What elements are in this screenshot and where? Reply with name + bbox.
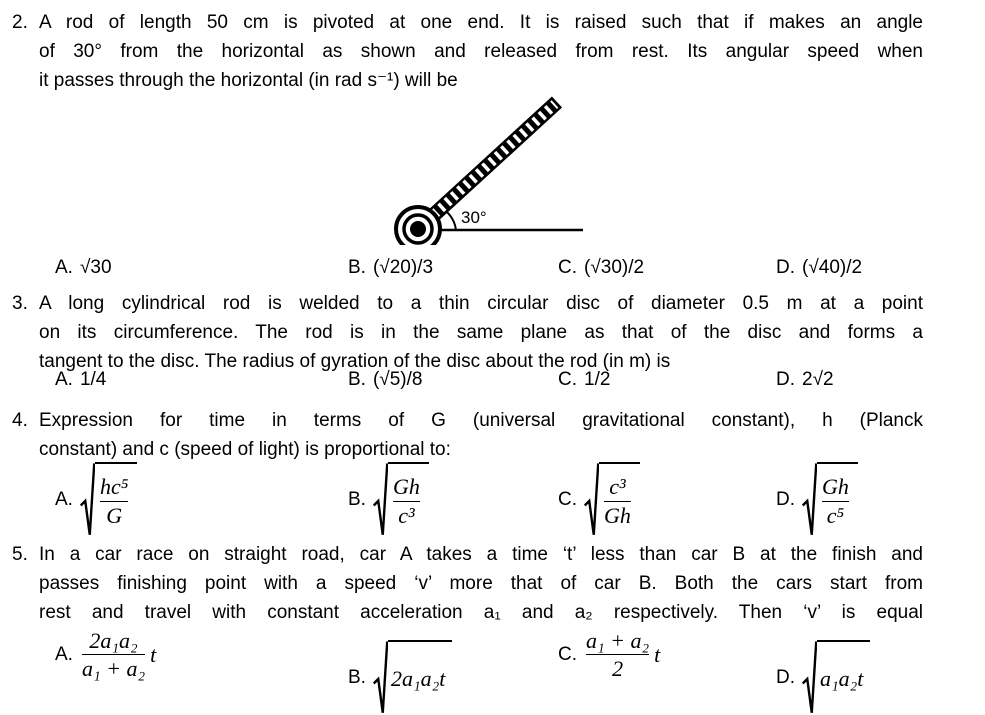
q2-option-d xyxy=(776,257,862,279)
radicand-text: a₁a₂t xyxy=(820,666,864,692)
fraction-numerator: Gh xyxy=(822,474,849,500)
sqrt-expression xyxy=(80,462,137,537)
sqrt-expression xyxy=(584,462,640,537)
option-text: (√40)/2 xyxy=(802,257,863,278)
option-letter: C. xyxy=(558,369,577,390)
q2-option-c xyxy=(558,257,644,279)
fraction-denominator: c⁵ xyxy=(826,502,845,528)
q4-option-c xyxy=(558,462,640,537)
fraction-bar xyxy=(393,501,420,502)
option-letter: B. xyxy=(348,257,366,278)
fraction-bar xyxy=(100,501,128,502)
option-text: 1/4 xyxy=(79,369,107,390)
option-text: (√30)/2 xyxy=(584,257,645,278)
option-letter: A. xyxy=(55,643,73,665)
sqrt-expression xyxy=(373,640,452,715)
q3-option-b xyxy=(348,369,422,391)
question-line: A long cylindrical rod is welded to a thin circular disc of diameter 0.5 m at a point xyxy=(39,293,923,314)
fraction-denominator: 2 xyxy=(612,656,624,682)
question-number: 3. xyxy=(12,293,28,314)
fraction-numerator: Gh xyxy=(392,474,420,500)
option-letter: D. xyxy=(776,666,795,688)
question-3 xyxy=(12,289,923,376)
sqrt-expression xyxy=(802,462,858,537)
question-line: In a car race on straight road, car A takes a time ‘t’ less than car B at the finish and xyxy=(39,544,923,565)
q4-option-a xyxy=(55,462,137,537)
q5-option-c xyxy=(558,628,660,682)
radicand-text: 2a₁a₂t xyxy=(390,666,446,692)
radical-sign-icon xyxy=(802,640,817,715)
q5-option-d xyxy=(776,640,870,715)
radical-sign-icon xyxy=(373,640,388,715)
option-text: √30 xyxy=(79,257,112,278)
option-text: 1/2 xyxy=(584,369,611,390)
option-letter: D. xyxy=(776,488,795,510)
question-number: 2. xyxy=(12,12,28,33)
fraction xyxy=(584,628,651,682)
radical-sign-icon xyxy=(802,462,817,537)
question-line: constant) and c (speed of light) is proportional to: xyxy=(39,439,451,460)
fraction-bar xyxy=(822,501,849,502)
question-number: 5. xyxy=(12,544,28,565)
time-variable: t xyxy=(654,642,661,668)
option-letter: B. xyxy=(348,488,366,510)
question-text xyxy=(39,406,923,464)
fraction xyxy=(80,628,147,682)
time-variable: t xyxy=(150,642,157,668)
question-2 xyxy=(12,8,923,95)
radical-sign-icon xyxy=(373,462,388,537)
fraction xyxy=(98,474,130,528)
fraction-numerator: c³ xyxy=(609,474,626,500)
question-line: it passes through the horizontal (in rad s⁻¹) will be xyxy=(39,70,458,91)
question-line: tangent to the disc. The radius of gyration of the disc about the rod (in m) is xyxy=(39,351,671,372)
question-line: passes finishing point with a speed ‘v’ more that of car B. Both the cars start from xyxy=(39,573,923,594)
fraction-bar xyxy=(604,501,631,502)
fraction-bar xyxy=(82,654,145,655)
option-text: (√5)/8 xyxy=(372,369,423,390)
option-letter: D. xyxy=(776,257,795,278)
option-letter: A. xyxy=(55,488,73,510)
angle-label: 30° xyxy=(461,208,487,227)
option-letter: A. xyxy=(55,369,73,390)
fraction-numerator: a₁ + a₂ xyxy=(586,628,650,653)
option-letter: C. xyxy=(558,488,577,510)
fraction xyxy=(820,474,851,528)
question-number: 4. xyxy=(12,410,28,431)
option-letter: A. xyxy=(55,257,73,278)
sqrt-expression xyxy=(373,462,429,537)
question-text xyxy=(39,8,923,95)
question-5 xyxy=(12,540,923,627)
fraction xyxy=(391,474,422,528)
question-line: of 30° from the horizontal as shown and released from rest. Its angular speed when xyxy=(39,41,923,62)
question-line: A rod of length 50 cm is pivoted at one end. It is raised such that if makes an angle xyxy=(39,12,923,33)
q2-option-b xyxy=(348,257,433,279)
fraction-numerator: hc⁵ xyxy=(99,474,129,500)
rod-hatching xyxy=(428,104,555,220)
question-text xyxy=(39,540,923,627)
option-letter: C. xyxy=(558,643,577,665)
fraction-numerator: 2a₁a₂ xyxy=(89,628,138,653)
question-line: Expression for time in terms of G (universal gravitational constant), h (Planck xyxy=(39,410,923,431)
sqrt-expression xyxy=(802,640,870,715)
option-letter: D. xyxy=(776,369,795,390)
option-letter: B. xyxy=(348,369,366,390)
q5-option-a xyxy=(55,628,156,682)
q5-option-b xyxy=(348,640,452,715)
radical-sign-icon xyxy=(80,462,95,537)
option-text: 2√2 xyxy=(802,369,834,390)
q2-option-a xyxy=(55,257,112,279)
fraction-denominator: a₁ + a₂ xyxy=(81,656,146,682)
rod-pivot-diagram xyxy=(385,93,590,245)
q3-option-a xyxy=(55,369,106,391)
q3-option-d xyxy=(776,369,834,391)
pivot-center-dot xyxy=(410,221,426,237)
q3-option-c xyxy=(558,369,610,391)
fraction-bar xyxy=(586,654,649,655)
option-letter: B. xyxy=(348,666,366,688)
question-text xyxy=(39,289,923,376)
fraction-denominator: c³ xyxy=(398,502,415,528)
question-4 xyxy=(12,406,923,464)
option-text: (√20)/3 xyxy=(372,257,434,278)
fraction-denominator: G xyxy=(106,502,123,528)
fraction-denominator: Gh xyxy=(604,502,631,528)
fraction xyxy=(602,474,633,528)
question-line: on its circumference. The rod is in the same plane as that of the disc and forms a xyxy=(39,322,923,343)
question-line: rest and travel with constant acceleration a₁ and a₂ respectively. Then ‘v’ is equal xyxy=(39,602,923,623)
option-letter: C. xyxy=(558,257,577,278)
radical-sign-icon xyxy=(584,462,599,537)
q4-option-d xyxy=(776,462,858,537)
q4-option-b xyxy=(348,462,429,537)
